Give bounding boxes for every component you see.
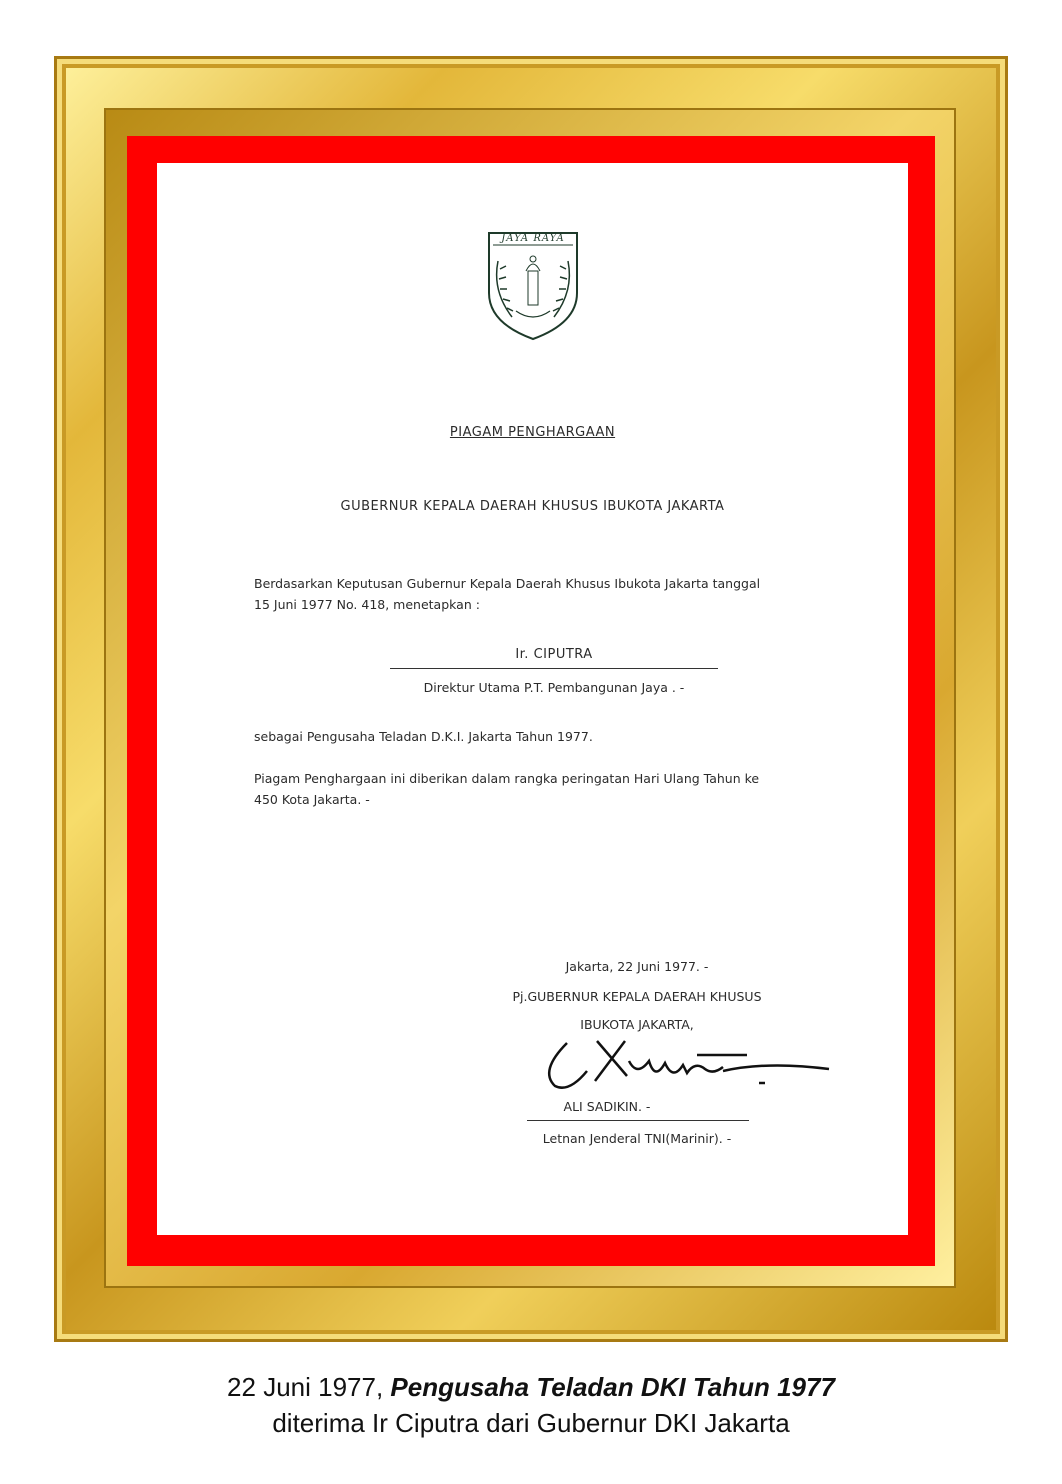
caption-headline: Pengusaha Teladan DKI Tahun 1977 <box>390 1372 835 1402</box>
signer-title-line-1: Pj.GUBERNUR KEPALA DAERAH KHUSUS <box>512 989 762 1004</box>
caption-line-2: diterima Ir Ciputra dari Gubernur DKI Jakarta <box>272 1408 790 1438</box>
signer-underline <box>527 1120 749 1121</box>
emblem-motto: JAYA RAYA <box>501 233 565 244</box>
certificate-paper <box>157 163 908 1235</box>
basis-line-1: Berdasarkan Keputusan Gubernur Kepala Daerah Khusus Ibukota Jakarta tanggal <box>254 576 761 591</box>
basis-line-2: 15 Juni 1977 No. 418, menetapkan : <box>254 597 480 612</box>
place-date: Jakarta, 22 Juni 1977. - <box>565 959 709 974</box>
occasion-line-1: Piagam Penghargaan ini diberikan dalam rangka peringatan Hari Ulang Tahun ke <box>254 771 760 786</box>
recipient-name: Ir. CIPUTRA <box>515 647 593 662</box>
recipient-underline <box>390 668 718 669</box>
signer-name: ALI SADIKIN. - <box>563 1099 651 1114</box>
award-line: sebagai Pengusaha Teladan D.K.I. Jakarta Tahun 1977. <box>254 729 593 744</box>
issuer-heading: GUBERNUR KEPALA DAERAH KHUSUS IBUKOTA JAKARTA <box>340 499 725 514</box>
signer-title-line-2: IBUKOTA JAKARTA, <box>580 1017 694 1032</box>
signer-rank: Letnan Jenderal TNI(Marinir). - <box>542 1131 732 1146</box>
occasion-line-2: 450 Kota Jakarta. - <box>254 792 370 807</box>
caption-line-1 <box>0 1372 1062 1403</box>
handwritten-signature <box>537 1031 837 1101</box>
certificate-title: PIAGAM PENGHARGAAN <box>449 425 616 440</box>
jakarta-emblem-icon <box>486 231 580 341</box>
caption-date: 22 Juni 1977, <box>227 1372 391 1402</box>
basis-paragraph <box>254 573 854 615</box>
recipient-position: Direktur Utama P.T. Pembangunan Jaya . - <box>423 680 685 695</box>
occasion-paragraph <box>254 768 854 810</box>
